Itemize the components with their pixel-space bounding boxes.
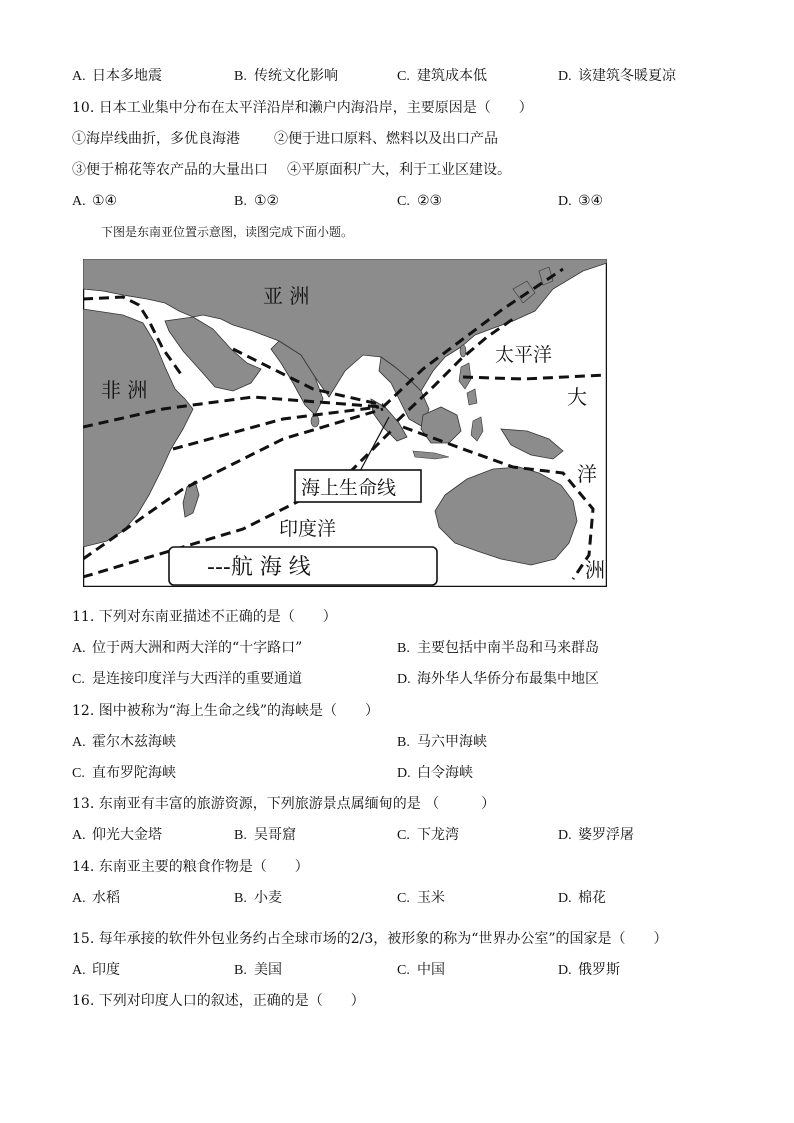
q10-item-1: ①海岸线曲折，多优良海港 (72, 131, 240, 147)
q13-stem: 13. 东南亚有丰富的旅游资源，下列旅游景点属缅甸的是 （ ） (72, 796, 496, 812)
q12-option-a: A. 霍尔木兹海峡 (72, 734, 176, 750)
q14-option-a: A. 水稻 (72, 890, 120, 906)
q10-option-c: C. ②③ (397, 193, 443, 209)
q13-option-d: D. 婆罗浮屠 (558, 827, 634, 843)
map-caption: 下图是东南亚位置示意图，读图完成下面小题。 (101, 225, 354, 239)
q10-item-2: ②便于进口原料、燃料以及出口产品 (274, 131, 498, 147)
legend-route-label: ---航 海 线 (207, 555, 311, 580)
southeast-asia-map (83, 259, 607, 587)
q9-option-d: D. 该建筑冬暖夏凉 (558, 68, 676, 84)
q9-option-c: C. 建筑成本低 (397, 68, 487, 84)
q12-stem: 12. 图中被称为“海上生命之线”的海峡是（ ） (72, 703, 380, 719)
pacific-label-1: 太平洋 (495, 344, 553, 366)
asia-label: 亚 洲 (263, 284, 310, 308)
indian-ocean-label: 印度洋 (279, 518, 337, 540)
q10-option-a: A. ①④ (72, 193, 118, 209)
q12-option-d: D. 白令海峡 (397, 765, 473, 781)
q10-stem: 10. 日本工业集中分布在太平洋沿岸和濑户内海沿岸，主要原因是（ ） (72, 100, 533, 116)
q15-stem: 15. 每年承接的软件外包业务约占全球市场的2/3，被形象的称为“世界办公室”的国家是（ ） (72, 931, 668, 947)
q13-option-b: B. 吴哥窟 (234, 827, 296, 843)
pacific-label-2: 大 (567, 385, 587, 409)
q13-option-c: C. 下龙湾 (397, 827, 459, 843)
q14-stem: 14. 东南亚主要的粮食作物是（ ） (72, 859, 309, 875)
q12-option-c: C. 直布罗陀海峡 (72, 765, 176, 781)
q13-option-a: A. 仰光大金塔 (72, 827, 162, 843)
pacific-label-4: 洲 (585, 558, 605, 582)
q10-option-d: D. ③④ (558, 193, 604, 209)
q14-option-c: C. 玉米 (397, 890, 445, 906)
q11-option-a: A. 位于两大洲和两大洋的“十字路口” (72, 640, 303, 656)
q15-option-c: C. 中国 (397, 962, 445, 978)
q15-option-a: A. 印度 (72, 962, 120, 978)
q10-item-3: ③便于棉花等农产品的大量出口 (72, 162, 268, 178)
q14-option-d: D. 棉花 (558, 890, 606, 906)
q11-option-b: B. 主要包括中南半岛和马来群岛 (397, 640, 599, 656)
q10-item-4: ④平原面积广大，利于工业区建设。 (287, 162, 511, 178)
africa-label: 非 洲 (101, 378, 148, 402)
q16-stem: 16. 下列对印度人口的叙述，正确的是（ ） (72, 993, 365, 1009)
q15-option-d: D. 俄罗斯 (558, 962, 620, 978)
lifeline-label: 海上生命线 (301, 477, 397, 499)
q15-option-b: B. 美国 (234, 962, 282, 978)
q12-option-b: B. 马六甲海峡 (397, 734, 487, 750)
q11-option-c: C. 是连接印度洋与大西洋的重要通道 (72, 671, 302, 687)
q9-option-a: A. 日本多地震 (72, 68, 162, 84)
q9-option-b: B. 传统文化影响 (234, 68, 338, 84)
q14-option-b: B. 小麦 (234, 890, 282, 906)
pacific-label-3: 洋 (577, 462, 597, 486)
q11-option-d: D. 海外华人华侨分布最集中地区 (397, 671, 599, 687)
q10-option-b: B. ①② (234, 193, 280, 209)
q11-stem: 11. 下列对东南亚描述不正确的是（ ） (72, 609, 337, 625)
